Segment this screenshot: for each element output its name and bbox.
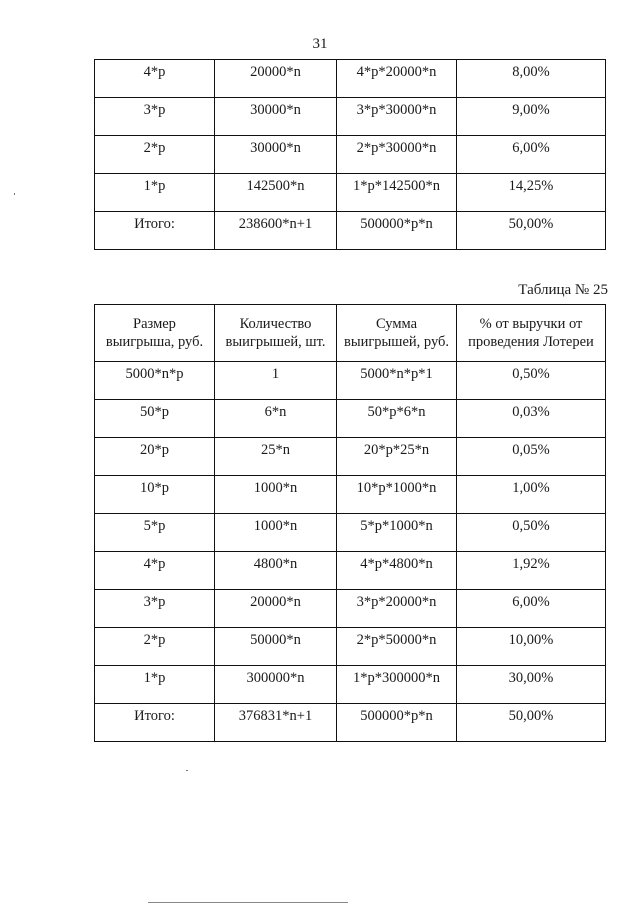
table-row [95, 60, 606, 98]
header-prize-count: Количество выигрышей, шт. [215, 305, 337, 362]
cell-revenue-percent [457, 704, 606, 742]
cell-text: 6,00% [512, 140, 550, 156]
cell-text: 0,05% [512, 442, 550, 458]
cell-text: 50,00% [508, 216, 554, 232]
cell-prize-count [215, 552, 337, 590]
cell-prize-count [215, 514, 337, 552]
cell-prize-count [215, 60, 337, 98]
cell-text: 6,00% [512, 594, 550, 610]
cell-prize-count [215, 704, 337, 742]
cell-text: 6*n [264, 404, 287, 420]
cell-text: 9,00% [512, 102, 550, 118]
cell-text: Итого: [134, 216, 175, 232]
cell-prize-size [95, 628, 215, 666]
cell-prize-count [215, 98, 337, 136]
cell-prize-sum [337, 628, 457, 666]
cell-text: 5*р [143, 518, 166, 534]
cell-prize-count [215, 476, 337, 514]
table-row [95, 476, 606, 514]
cell-text: 142500*n [246, 178, 305, 194]
header-prize-size: Размер выигрыша, руб. [95, 305, 215, 362]
cell-text: 500000*р*n [360, 708, 433, 724]
table-row [95, 628, 606, 666]
cell-prize-size [95, 212, 215, 250]
cell-prize-size [95, 136, 215, 174]
cell-prize-sum [337, 400, 457, 438]
cell-revenue-percent [457, 552, 606, 590]
cell-text: 3*р [143, 594, 166, 610]
prize-table-continued [94, 59, 606, 250]
cell-prize-count [215, 438, 337, 476]
cell-text: 1,92% [512, 556, 550, 572]
cell-text: 50*р [140, 404, 169, 420]
cell-revenue-percent [457, 212, 606, 250]
table-row [95, 136, 606, 174]
table-row [95, 174, 606, 212]
cell-text: 500000*р*n [360, 216, 433, 232]
cell-prize-sum [337, 476, 457, 514]
scan-speck [14, 193, 15, 195]
table-row [95, 438, 606, 476]
cell-revenue-percent [457, 60, 606, 98]
cell-prize-sum [337, 666, 457, 704]
cell-text: 3*р*30000*n [356, 102, 437, 118]
cell-text: 4*р*20000*n [356, 64, 437, 80]
page-number: 31 [312, 36, 328, 52]
cell-prize-size [95, 98, 215, 136]
cell-text: 20*р*25*n [363, 442, 430, 458]
cell-text: 10,00% [508, 632, 554, 648]
prize-table-continued-body [95, 60, 606, 250]
cell-revenue-percent [457, 136, 606, 174]
cell-text: 300000*n [246, 670, 305, 686]
cell-text: 3*р*20000*n [356, 594, 437, 610]
cell-text: 376831*n+1 [238, 708, 313, 724]
cell-text: 8,00% [512, 64, 550, 80]
cell-text: 1*р*142500*n [353, 178, 440, 194]
cell-prize-count [215, 590, 337, 628]
cell-prize-size [95, 438, 215, 476]
cell-text: 10*р [140, 480, 169, 496]
cell-revenue-percent [457, 400, 606, 438]
cell-prize-count [215, 666, 337, 704]
cell-text: 1*р [143, 670, 166, 686]
cell-text: 30000*n [250, 140, 301, 156]
cell-text: 1 [271, 366, 280, 382]
cell-text: 0,50% [512, 518, 550, 534]
table-row [95, 590, 606, 628]
cell-text: 50*р*6*n [367, 404, 426, 420]
cell-prize-sum [337, 438, 457, 476]
cell-prize-sum [337, 362, 457, 400]
cell-revenue-percent [457, 362, 606, 400]
table-header-row [95, 305, 606, 362]
table-row [95, 552, 606, 590]
cell-revenue-percent [457, 174, 606, 212]
scan-edge-line [148, 902, 348, 903]
cell-text: 50,00% [508, 708, 554, 724]
cell-text: 50000*n [250, 632, 301, 648]
prize-table-25 [94, 304, 606, 742]
cell-prize-sum [337, 98, 457, 136]
scan-speck [186, 770, 188, 771]
cell-prize-size [95, 174, 215, 212]
cell-prize-count [215, 362, 337, 400]
cell-prize-sum [337, 514, 457, 552]
cell-revenue-percent [457, 514, 606, 552]
table-row [95, 704, 606, 742]
cell-text: 30,00% [508, 670, 554, 686]
cell-text: 25*n [261, 442, 290, 458]
cell-text: 20000*n [250, 594, 301, 610]
table-caption: Таблица № 25 [518, 282, 608, 298]
cell-text: 4*р [143, 64, 166, 80]
cell-prize-sum [337, 590, 457, 628]
table-row [95, 666, 606, 704]
cell-prize-size [95, 552, 215, 590]
cell-prize-size [95, 400, 215, 438]
table-row [95, 98, 606, 136]
cell-prize-count [215, 174, 337, 212]
cell-text: 1000*n [253, 518, 298, 534]
cell-text: 5000*n*р [125, 366, 184, 382]
cell-prize-size [95, 476, 215, 514]
cell-text: 238600*n+1 [238, 216, 313, 232]
header-revenue-percent: % от выручки от проведения Лотереи [457, 305, 606, 362]
cell-text: Итого: [134, 708, 175, 724]
cell-prize-size [95, 666, 215, 704]
cell-revenue-percent [457, 98, 606, 136]
cell-text: 3*р [143, 102, 166, 118]
cell-text: 30000*n [250, 102, 301, 118]
cell-text: 4800*n [253, 556, 298, 572]
table-row [95, 362, 606, 400]
cell-text: 1*р [143, 178, 166, 194]
cell-revenue-percent [457, 438, 606, 476]
header-prize-sum: Сумма выигрышей, руб. [337, 305, 457, 362]
cell-prize-sum [337, 212, 457, 250]
cell-prize-count [215, 212, 337, 250]
cell-text: 2*р [143, 632, 166, 648]
cell-prize-count [215, 628, 337, 666]
cell-revenue-percent [457, 666, 606, 704]
cell-prize-size [95, 704, 215, 742]
cell-prize-size [95, 514, 215, 552]
cell-text: 0,50% [512, 366, 550, 382]
table-row [95, 212, 606, 250]
cell-text: 5000*n*р*1 [360, 366, 433, 382]
table-row [95, 400, 606, 438]
cell-text: 1,00% [512, 480, 550, 496]
cell-text: 4*р [143, 556, 166, 572]
cell-prize-sum [337, 704, 457, 742]
cell-prize-count [215, 400, 337, 438]
cell-text: 1000*n [253, 480, 298, 496]
cell-revenue-percent [457, 476, 606, 514]
cell-text: 5*р*1000*n [360, 518, 433, 534]
cell-prize-sum [337, 552, 457, 590]
cell-prize-sum [337, 174, 457, 212]
cell-text: 20000*n [250, 64, 301, 80]
cell-prize-size [95, 60, 215, 98]
cell-revenue-percent [457, 628, 606, 666]
cell-prize-sum [337, 136, 457, 174]
cell-revenue-percent [457, 590, 606, 628]
cell-text: 10*р*1000*n [356, 480, 437, 496]
cell-text: 0,03% [512, 404, 550, 420]
cell-prize-size [95, 362, 215, 400]
cell-prize-count [215, 136, 337, 174]
cell-text: 2*р*50000*n [356, 632, 437, 648]
table-row [95, 514, 606, 552]
cell-text: 14,25% [508, 178, 554, 194]
cell-prize-sum [337, 60, 457, 98]
cell-text: 20*р [140, 442, 169, 458]
prize-table-25-body [95, 362, 606, 742]
cell-text: 1*р*300000*n [353, 670, 440, 686]
cell-prize-size [95, 590, 215, 628]
cell-text: 2*р [143, 140, 166, 156]
cell-text: 4*р*4800*n [360, 556, 433, 572]
cell-text: 2*р*30000*n [356, 140, 437, 156]
